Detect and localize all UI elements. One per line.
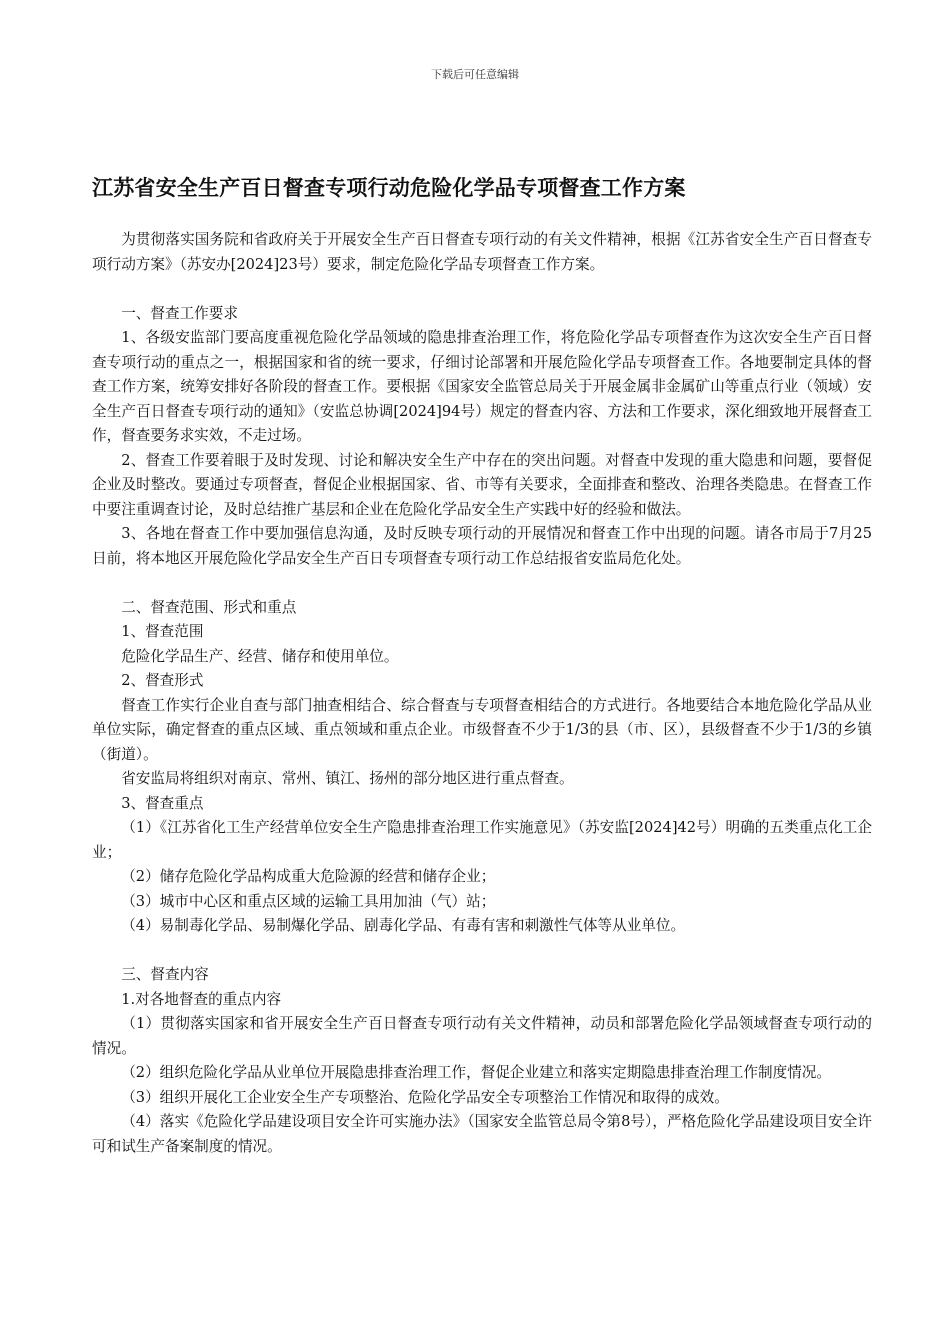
focus-heading: 3、督查重点	[121, 794, 204, 812]
section-3-subheading: 1.对各地督查的重点内容	[121, 990, 282, 1008]
focus-item: （2）储存危险化学品构成重大危险源的经营和储存企业；	[121, 868, 496, 885]
form-heading: 2、督查形式	[121, 672, 204, 689]
content-item: （1）贯彻落实国家和省开展安全生产百日督查专项行动有关文件精神，动员和部署危险化学品领域督查专项行动的情况。	[92, 1015, 872, 1057]
focus-item: （1）《江苏省化工生产经营单位安全生产隐患排查治理工作实施意见》（苏安监[2024]42号）明确的五类重点化工企业；	[92, 819, 872, 861]
spacer	[92, 277, 872, 302]
scope-text: 危险化学品生产、经营、储存和使用单位。	[121, 647, 399, 665]
section-1-paragraph-2: 2、督查工作要着眼于及时发现、讨论和解决安全生产中存在的突出问题。对督查中发现的重大隐患和问题，要督促企业及时整改。要通过专项督查，督促企业根据国家、省、市等有关要求，全面排查和整改、治理各类隐患。在督查工作中要注重调查讨论，及时总结推广基层和企业在危险化学品安全生产实践中好的经验和做法。	[92, 451, 872, 518]
spacer	[92, 571, 872, 596]
scope-heading: 1、督查范围	[121, 623, 204, 640]
content-item: （3）组织开展化工企业安全生产专项整治、危险化学品安全专项整治工作情况和取得的成效。	[121, 1088, 729, 1106]
document-title: 江苏省安全生产百日督查专项行动危险化学品专项督查工作方案	[92, 176, 686, 200]
intro-paragraph: 为贯彻落实国务院和省政府关于开展安全生产百日督查专项行动的有关文件精神，根据《江苏省安全生产百日督查专项行动方案》（苏安办[2024]23号）要求，制定危险化学品专项督查工作方案。	[92, 231, 872, 273]
section-1-heading: 一、督查工作要求	[121, 304, 238, 322]
document-body	[92, 228, 872, 1159]
spacer	[92, 939, 872, 964]
section-2-heading: 二、督查范围、形式和重点	[121, 598, 297, 616]
section-1-paragraph-1: 1、各级安监部门要高度重视危险化学品领域的隐患排查治理工作，将危险化学品专项督查作为这次安全生产百日督查专项行动的重点之一，根据国家和省的统一要求，仔细讨论部署和开展危险化学品专项督查工作。各地要制定具体的督查工作方案，统筹安排好各阶段的督查工作。要根据《国家安全监管总局关于开展金属非金属矿山等重点行业（领域）安全生产百日督查专项行动的通知》（安监总协调[2024]94号）规定的督查内容、方法和工作要求，深化细致地开展督查工作，督查要务求实效，不走过场。	[92, 329, 872, 444]
content-item: （2）组织危险化学品从业单位开展隐患排查治理工作，督促企业建立和落实定期隐患排查治理工作制度情况。	[121, 1064, 831, 1081]
focus-item: （4）易制毒化学品、易制爆化学品、剧毒化学品、有毒有害和刺激性气体等从业单位。	[121, 917, 686, 934]
focus-item: （3）城市中心区和重点区域的运输工具用加油（气）站；	[121, 892, 496, 910]
form-text: 督查工作实行企业自查与部门抽查相结合、综合督查与专项督查相结合的方式进行。各地要结合本地危险化学品从业单位实际，确定督查的重点区域、重点领域和重点企业。市级督查不少于1/3的县（市、区），县级督查不少于1/3的乡镇（街道）。	[92, 696, 872, 763]
section-1-paragraph-3: 3、各地在督查工作中要加强信息沟通，及时反映专项行动的开展情况和督查工作中出现的问题。请各市局于7月25日前，将本地区开展危险化学品安全生产百日专项督查专项行动工作总结报省安监局危化处。	[92, 525, 872, 567]
form-text-2: 省安监局将组织对南京、常州、镇江、扬州的部分地区进行重点督查。	[121, 770, 574, 787]
content-item: （4）落实《危险化学品建设项目安全许可实施办法》（国家安全监管总局令第8号），严格危险化学品建设项目安全许可和试生产备案制度的情况。	[92, 1113, 872, 1155]
header-note: 下载后可任意编辑	[431, 68, 519, 81]
section-3-heading: 三、督查内容	[121, 966, 209, 983]
